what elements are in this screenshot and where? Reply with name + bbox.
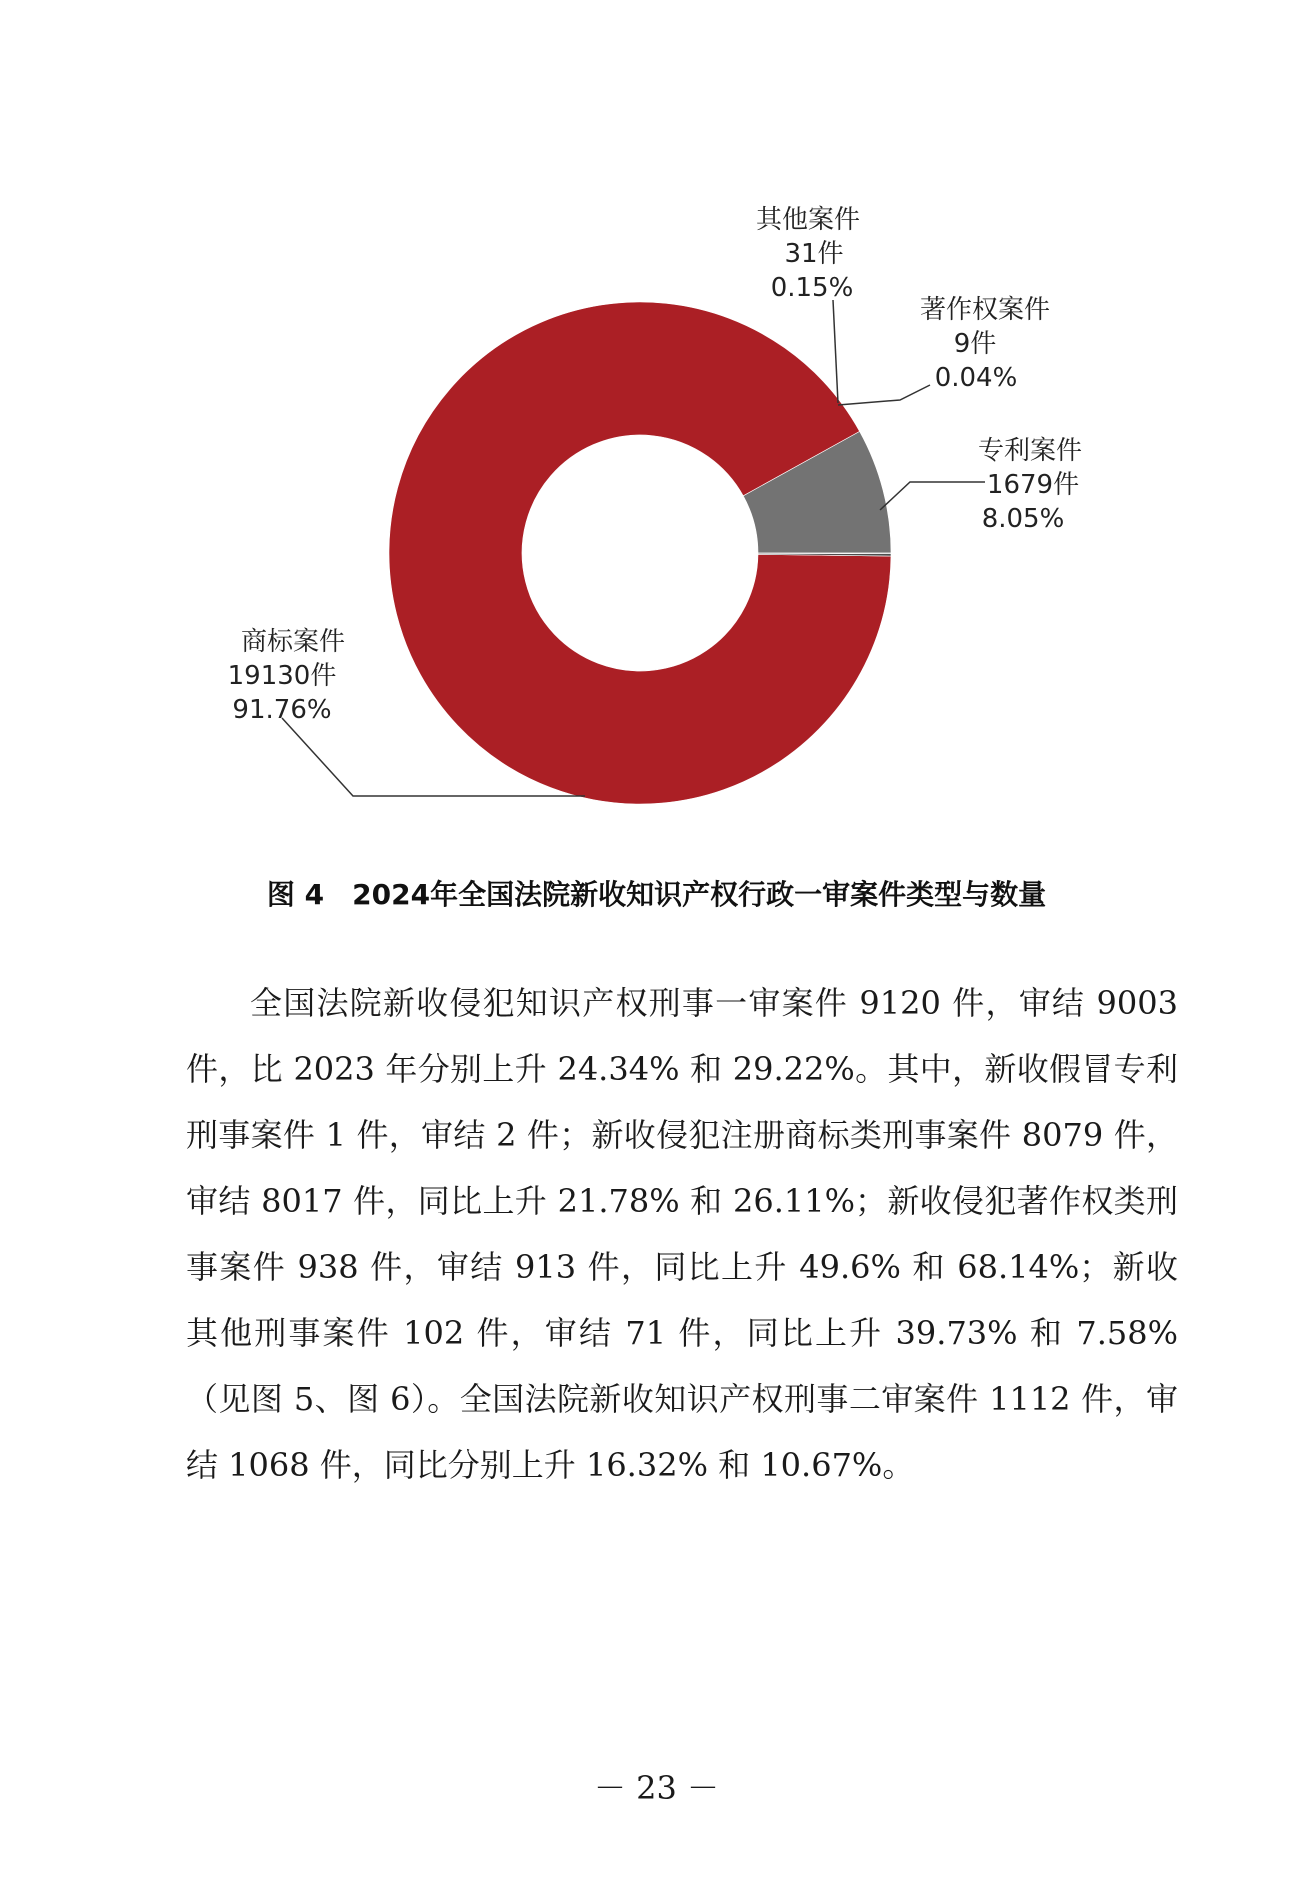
label-other bbox=[756, 205, 860, 303]
label-trademark-count: 19130件 bbox=[227, 661, 337, 691]
figure-caption: 图 4 2024年全国法院新收知识产权行政一审案件类型与数量 bbox=[266, 878, 1047, 911]
page-number: － 23 － bbox=[593, 1769, 720, 1807]
label-other-name: 其他案件 bbox=[755, 205, 861, 235]
label-patent-count: 1679件 bbox=[986, 470, 1080, 500]
label-trademark bbox=[228, 627, 345, 725]
label-trademark-percent: 91.76% bbox=[232, 695, 332, 725]
label-copyright bbox=[920, 295, 1050, 393]
donut-slice-3 bbox=[758, 553, 891, 554]
label-patent bbox=[978, 436, 1082, 534]
label-other-percent: 0.15% bbox=[770, 273, 854, 303]
label-copyright-count: 9件 bbox=[953, 329, 997, 359]
label-patent-name: 专利案件 bbox=[977, 436, 1083, 466]
label-other-count: 31件 bbox=[784, 239, 844, 269]
donut-chart bbox=[0, 0, 1313, 830]
leader-line-patent bbox=[880, 482, 985, 510]
label-copyright-name: 著作权案件 bbox=[919, 295, 1051, 325]
label-patent-percent: 8.05% bbox=[981, 504, 1065, 534]
donut-slices bbox=[389, 302, 891, 804]
leader-line-copyright bbox=[838, 385, 930, 405]
leader-line-other bbox=[833, 300, 838, 403]
body-paragraph: 全国法院新收侵犯知识产权刑事一审案件 9120 件，审结 9003 件，比 2023 年分别上升 24.34% 和 29.22%。其中，新收假冒专利刑事案件 1 件，审结 2 件；新收侵犯注册商标类刑事案件 8079 件，审结 8017 件，同比上升 21.78% 和 26.11%；新收侵犯著作权类刑事案件 938 件，审结 913 件，同比上升 49.6% 和 68.14%；新收其他刑事案件 102 件，审结 71 件，同比上升 39.73% 和 7.58%（见图 5、图 6）。全国法院新收知识产权刑事二审案件 1112 件，审结 1068 件，同比分别上升 16.32% 和 10.67%。 bbox=[186, 984, 1178, 1484]
label-trademark-name: 商标案件 bbox=[240, 627, 346, 657]
label-copyright-percent: 0.04% bbox=[934, 363, 1018, 393]
